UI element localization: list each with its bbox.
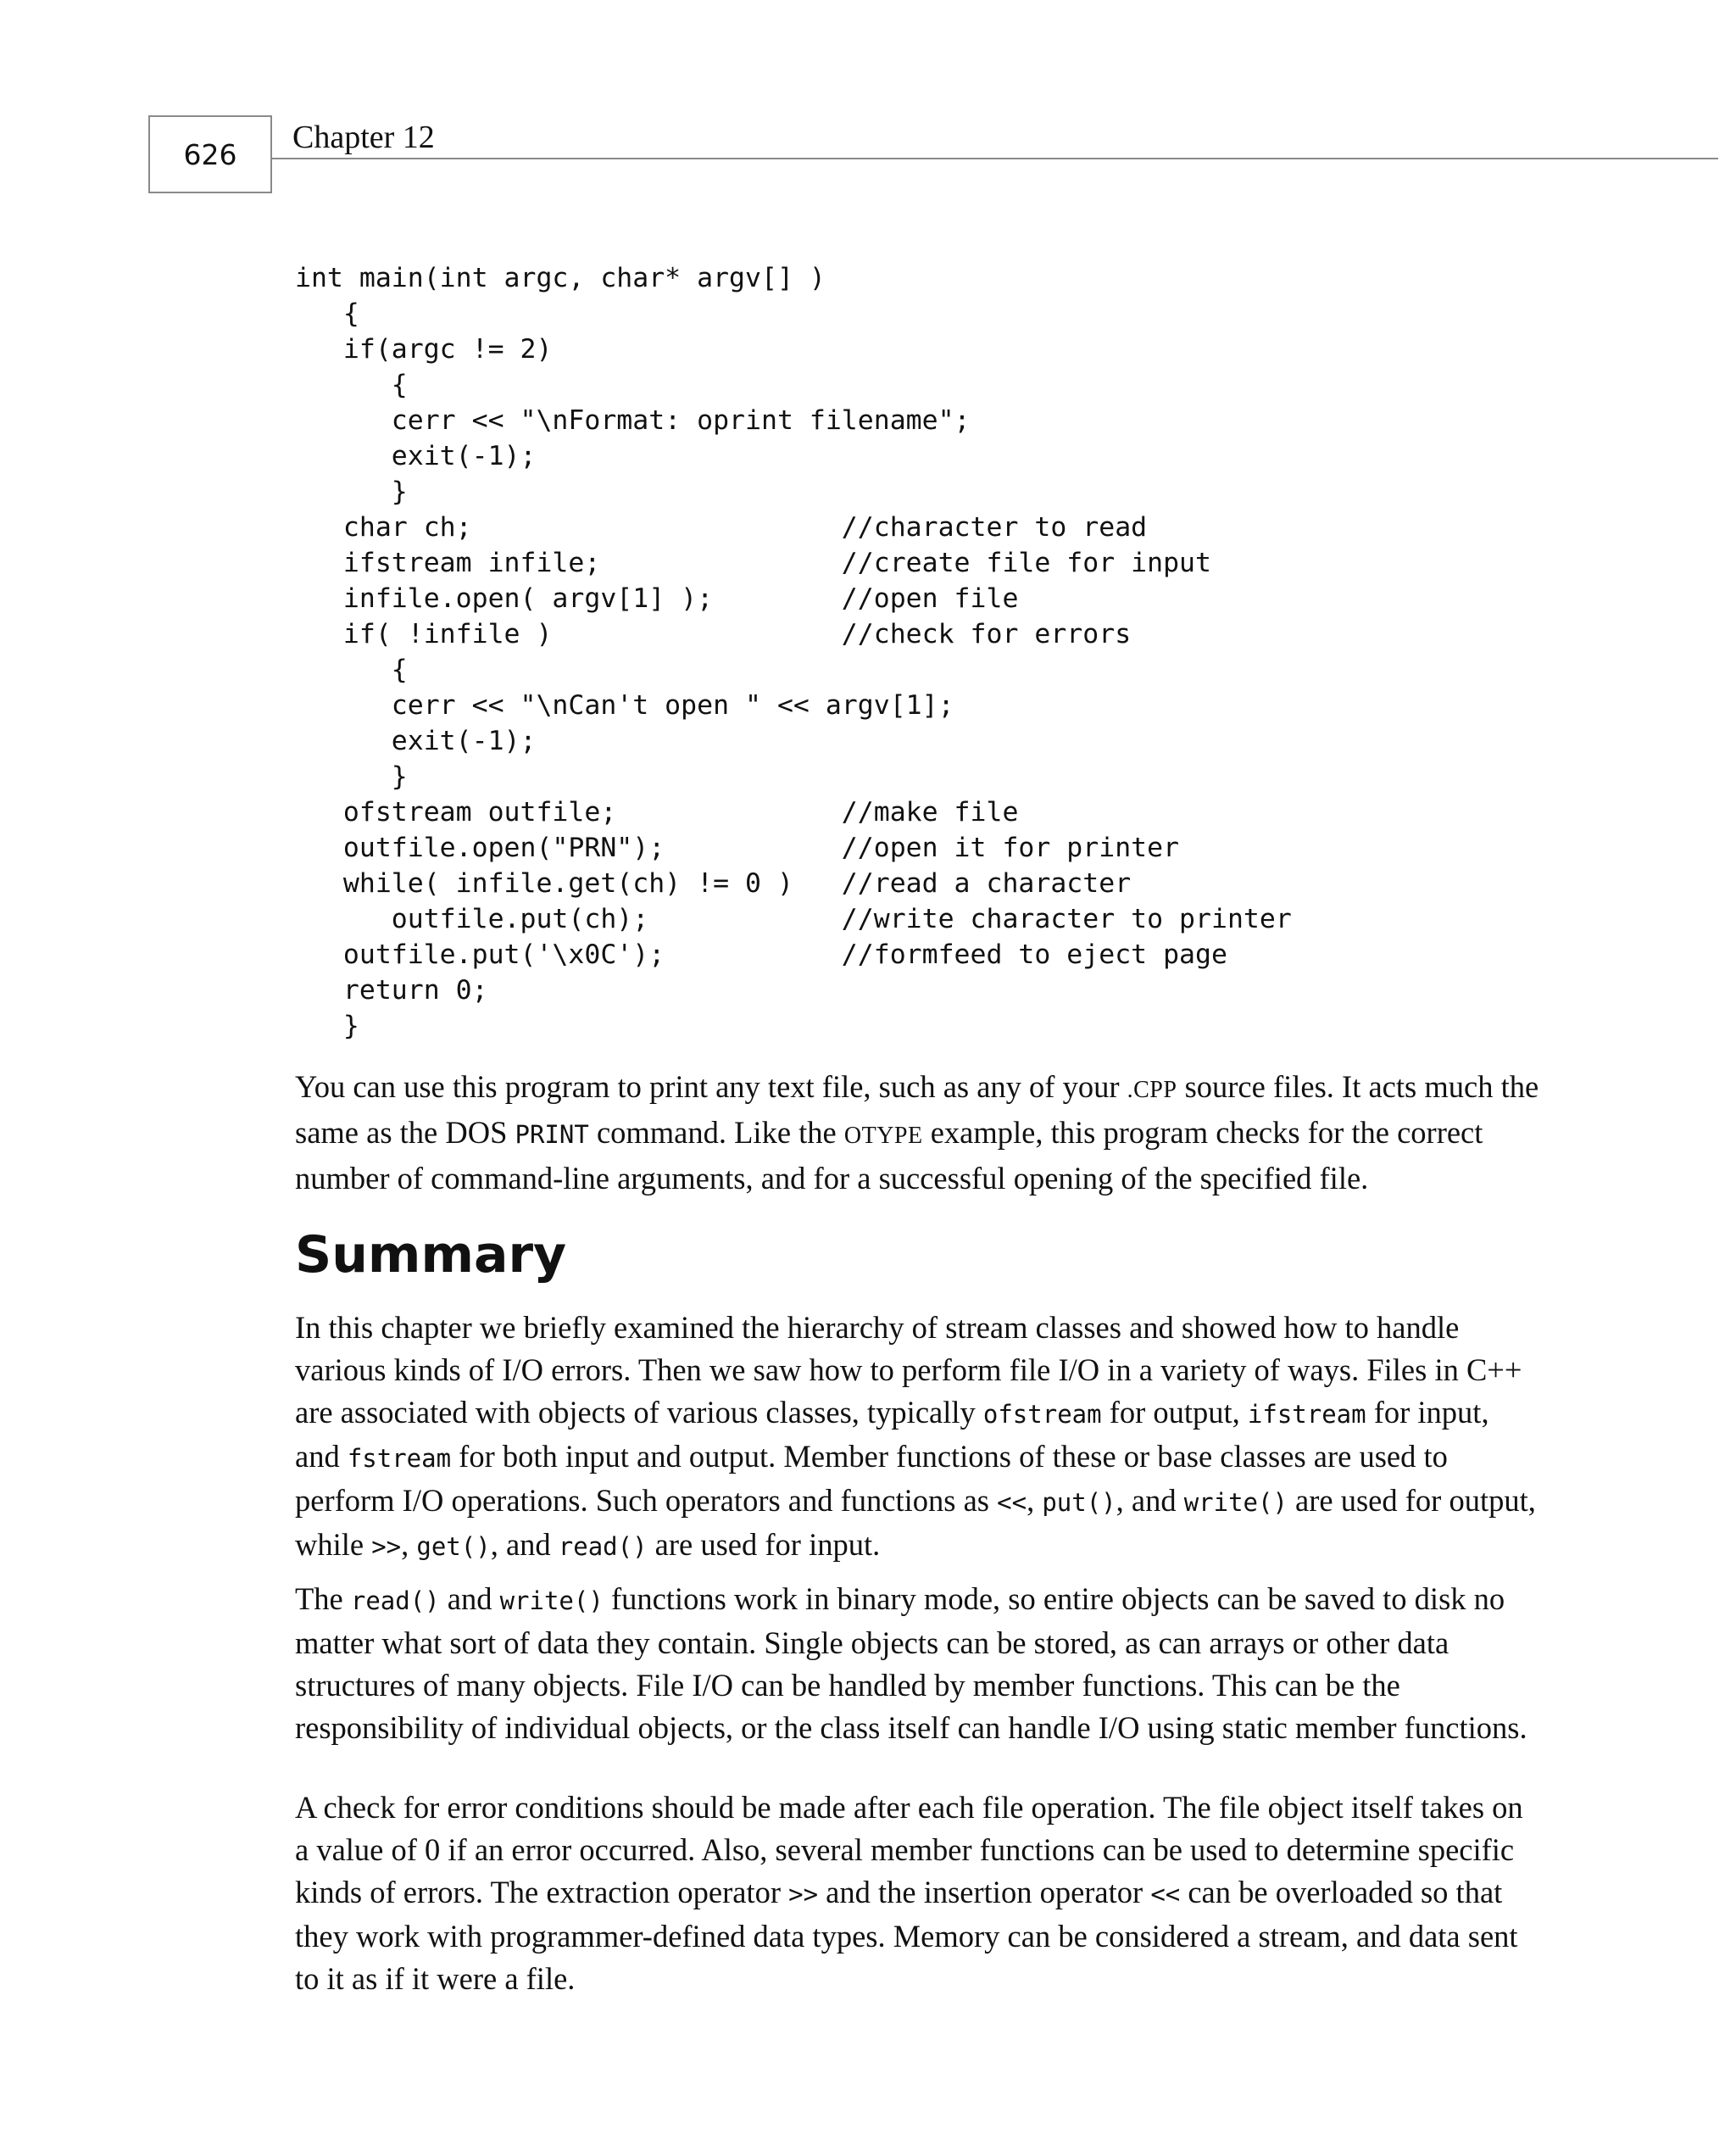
text-run: for input, and	[295, 1395, 1489, 1474]
summary-paragraph	[295, 1578, 1541, 1749]
code-term: read()	[558, 1532, 648, 1561]
code-term: ifstream	[1247, 1400, 1366, 1429]
code-line: exit(-1);	[295, 726, 537, 756]
text-run: and	[439, 1581, 500, 1616]
text-run: command. Like the	[588, 1115, 844, 1150]
code-term: write()	[499, 1586, 604, 1615]
text-run: , and	[1116, 1483, 1184, 1518]
text-run: , and	[490, 1527, 559, 1562]
code-term: <<	[997, 1488, 1027, 1517]
text-run: The	[295, 1581, 351, 1616]
code-term: ofstream	[982, 1400, 1102, 1429]
code-line: outfile.put('\x0C'); //formfeed to eject page	[295, 939, 1227, 970]
code-term: >>	[371, 1532, 402, 1561]
text-run: for output,	[1101, 1395, 1248, 1430]
summary-paragraph	[295, 1786, 1541, 2000]
code-term: fstream	[347, 1444, 452, 1473]
code-line: cerr << "\nCan't open " << argv[1];	[295, 690, 954, 721]
chapter-label: Chapter 12	[292, 120, 435, 155]
code-line: }	[295, 761, 408, 792]
text-run: are used for output, while	[295, 1483, 1536, 1562]
code-term: put()	[1042, 1488, 1116, 1517]
code-line: char ch; //character to read	[295, 512, 1148, 543]
text-run: functions work in binary mode, so entire objects can be saved to disk no matter what sort of data they contain. Single objects can be stored, as can arrays or other data structures of many objects. File I/O can be handled by member functions. This can be the responsibility of individual objects, or the class itself can handle I/O using static member functions.	[295, 1581, 1527, 1745]
code-listing	[295, 260, 1292, 1044]
code-line: {	[295, 655, 408, 685]
code-line: cerr << "\nFormat: oprint filename";	[295, 405, 971, 436]
text-run: source files. It acts much the same as the DOS	[295, 1069, 1539, 1150]
text-run: In this chapter we briefly examined the hierarchy of stream classes and showed how to handle various kinds of I/O errors. Then we saw how to perform file I/O in a variety of ways. Files in C++ are associated with objects of various classes, typically	[295, 1310, 1522, 1430]
code-line: if( !infile ) //check for errors	[295, 619, 1132, 649]
program-description-paragraph	[295, 1066, 1541, 1200]
text-run: for both input and output. Member functions of these or base classes are used to perform I/O operations. Such operators and functions as	[295, 1439, 1448, 1518]
code-line: exit(-1);	[295, 441, 537, 471]
text-run: are used for input.	[647, 1527, 881, 1562]
file-extension: .CPP	[1127, 1077, 1177, 1103]
code-line: ifstream infile; //create file for input	[295, 548, 1211, 578]
code-line: ofstream outfile; //make file	[295, 797, 1019, 828]
section-heading: Summary	[295, 1225, 567, 1285]
text-run: ,	[401, 1527, 417, 1562]
code-line: infile.open( argv[1] ); //open file	[295, 583, 1019, 614]
code-term: get()	[416, 1532, 491, 1561]
code-line: {	[295, 370, 408, 400]
code-line: }	[295, 477, 408, 507]
text-run: A check for error conditions should be made after each file operation. The file object itself takes on a value of 0 if an error occurred. Also, several member functions can be used to determine specific kinds of errors. The extraction operator	[295, 1790, 1523, 1909]
code-line: outfile.open("PRN"); //open it for printer	[295, 833, 1180, 863]
code-term: <<	[1150, 1880, 1181, 1909]
code-line: outfile.put(ch); //write character to printer	[295, 904, 1292, 934]
text-run: You can use this program to print any text file, such as any of your	[295, 1069, 1127, 1104]
code-term: write()	[1183, 1488, 1288, 1517]
code-line: while( infile.get(ch) != 0 ) //read a character	[295, 868, 1132, 899]
program-name: OTYPE	[843, 1123, 923, 1149]
code-term: PRINT	[515, 1120, 589, 1149]
page-number: 626	[148, 115, 272, 193]
code-line: {	[295, 298, 359, 329]
text-run: and the insertion operator	[818, 1875, 1151, 1909]
text-run: example, this program checks for the correct number of command-line arguments, and for a successful opening of the specified file.	[295, 1115, 1483, 1196]
text-run: can be overloaded so that they work with programmer-defined data types. Memory can be considered a stream, and data sent to it as if it were a file.	[295, 1875, 1518, 1996]
header-rule	[272, 158, 1718, 159]
code-term: read()	[350, 1586, 440, 1615]
code-line: return 0;	[295, 975, 488, 1006]
code-line: if(argc != 2)	[295, 334, 553, 365]
code-line: int main(int argc, char* argv[] )	[295, 263, 826, 293]
summary-paragraph	[295, 1307, 1541, 1568]
text-run: ,	[1027, 1483, 1043, 1518]
code-line: }	[295, 1011, 359, 1041]
code-term: >>	[788, 1880, 819, 1909]
